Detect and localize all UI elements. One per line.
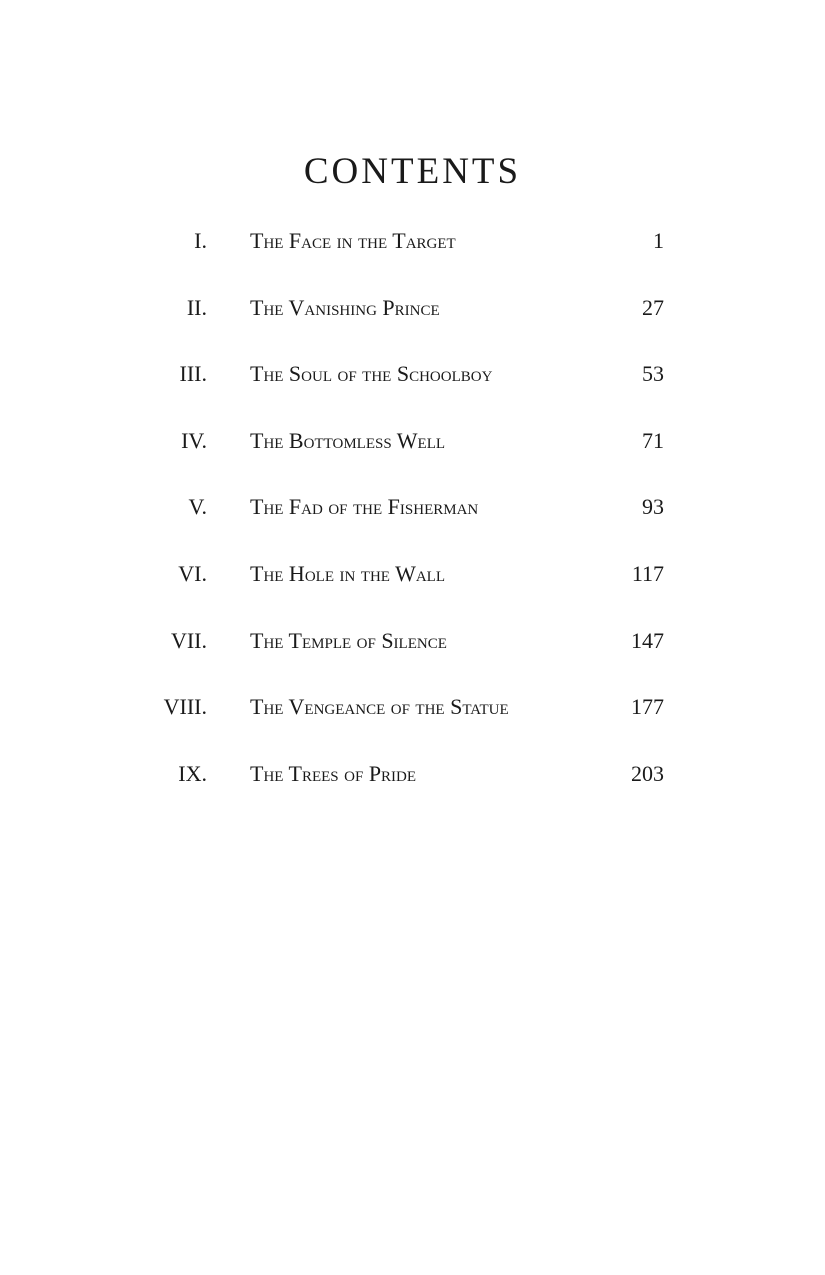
- page-number: 1: [653, 228, 664, 253]
- toc-entry-8[interactable]: [0, 684, 825, 751]
- toc-entry-1[interactable]: [0, 218, 825, 285]
- chapter-numeral: I.: [194, 228, 207, 253]
- page-number: 53: [642, 361, 664, 387]
- chapter-title[interactable]: The Fad of the Fisherman: [250, 494, 479, 520]
- chapter-title[interactable]: The Vanishing Prince: [250, 294, 440, 320]
- toc-entry-6[interactable]: [0, 551, 825, 618]
- page-number: 117: [631, 560, 664, 586]
- toc-entry-5[interactable]: [0, 484, 825, 551]
- chapter-numeral: IV.: [181, 427, 207, 453]
- chapter-title[interactable]: The Temple of Silence: [250, 627, 447, 653]
- table-of-contents: [0, 218, 825, 817]
- chapter-title[interactable]: The Vengeance of the Statue: [250, 694, 509, 720]
- page-number: 93: [642, 494, 664, 520]
- page-number: 147: [631, 627, 664, 653]
- chapter-title[interactable]: The Hole in the Wall: [250, 560, 445, 586]
- page-number: 27: [642, 294, 664, 320]
- page-number: 203: [631, 760, 664, 786]
- toc-entry-7[interactable]: [0, 618, 825, 685]
- chapter-numeral: VIII.: [163, 694, 207, 720]
- chapter-numeral: VI.: [178, 560, 207, 586]
- chapter-title[interactable]: The Bottomless Well: [250, 427, 446, 453]
- toc-entry-3[interactable]: [0, 351, 825, 418]
- page-number: 177: [631, 694, 664, 720]
- toc-entry-4[interactable]: [0, 418, 825, 485]
- chapter-title[interactable]: The Face in the Target: [250, 228, 456, 253]
- chapter-numeral: II.: [186, 294, 207, 320]
- toc-entry-2[interactable]: [0, 285, 825, 352]
- chapter-numeral: V.: [188, 494, 207, 520]
- toc-entry-9[interactable]: [0, 751, 825, 818]
- page-number: 71: [642, 427, 664, 453]
- page-title: CONTENTS: [303, 151, 522, 192]
- chapter-numeral: VII.: [170, 627, 207, 653]
- chapter-numeral: IX.: [178, 760, 207, 786]
- chapter-title[interactable]: The Soul of the Schoolboy: [250, 361, 493, 387]
- chapter-title[interactable]: The Trees of Pride: [250, 760, 417, 786]
- chapter-numeral: III.: [179, 361, 207, 387]
